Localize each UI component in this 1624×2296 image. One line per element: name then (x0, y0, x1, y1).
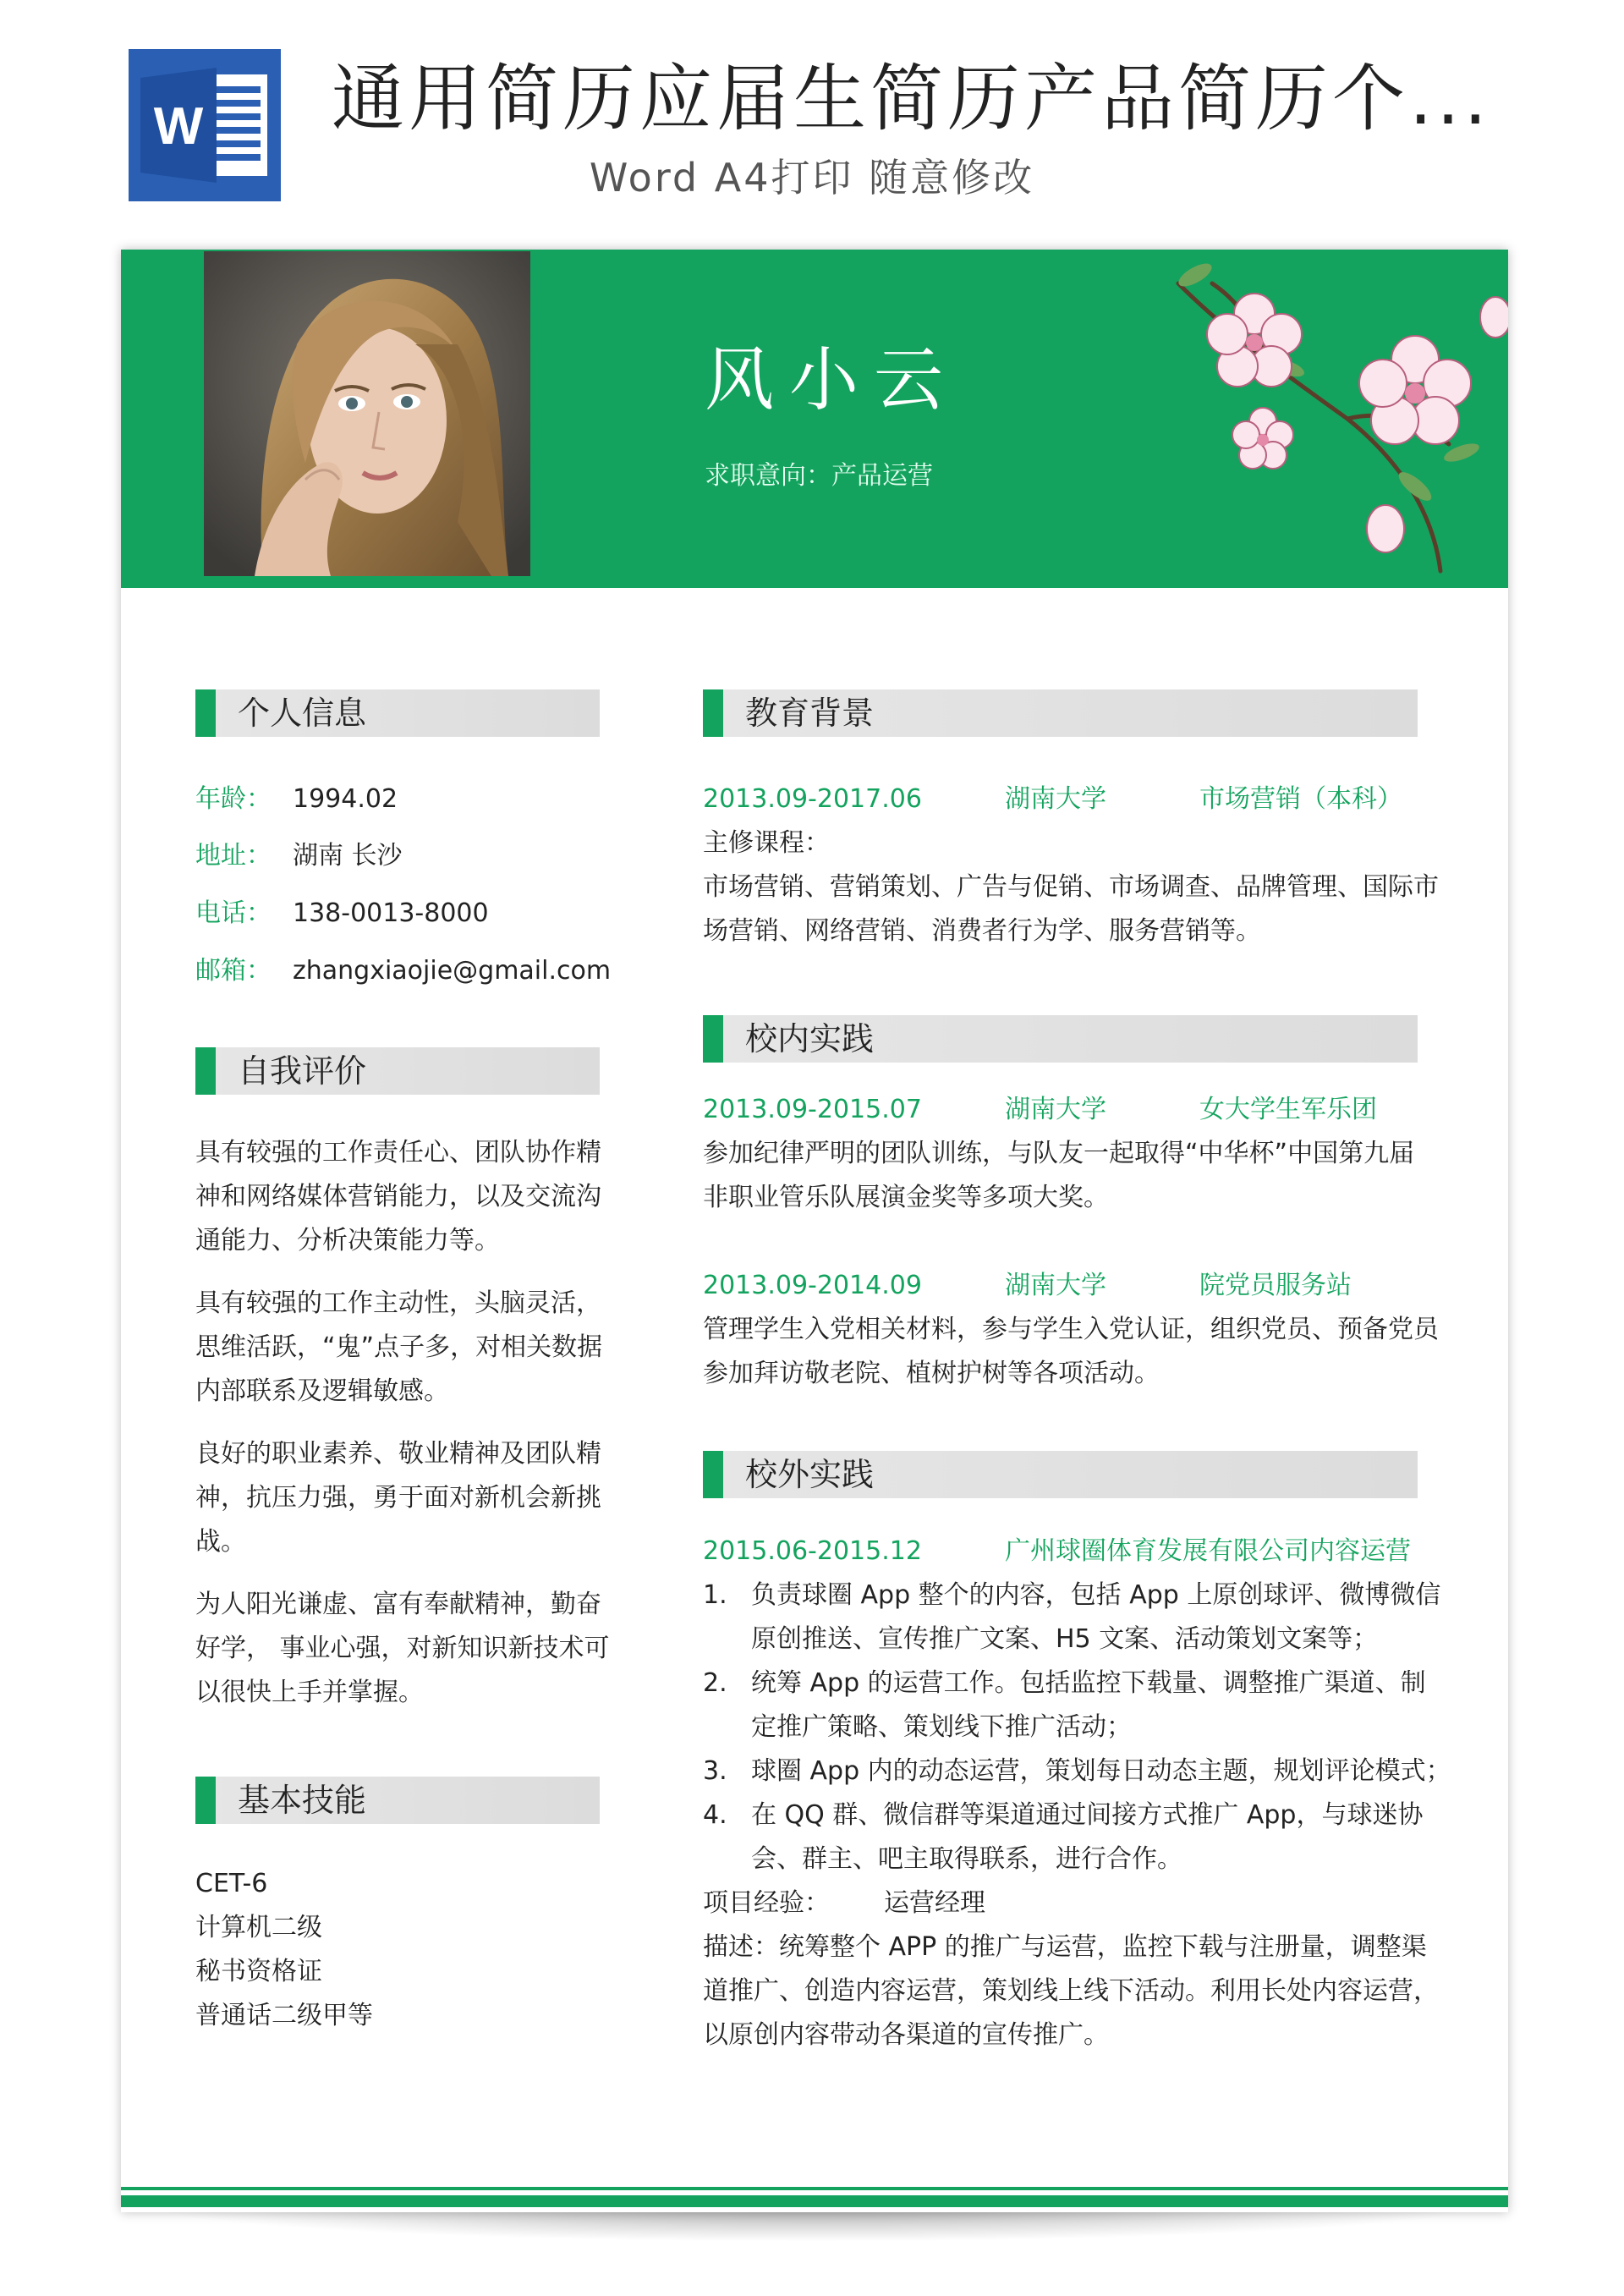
self-eval-line: 内部联系及逻辑敏感。 (195, 1376, 449, 1406)
footer-rule (121, 2195, 1508, 2207)
section-skills (195, 1777, 600, 1824)
candidate-name: 风小云 (705, 340, 959, 420)
skill-item: CET-6 (195, 1869, 268, 1898)
self-eval-line: 好学， 事业心强，对新知识新技术可 (195, 1634, 610, 1663)
address-value: 湖南 长沙 (293, 841, 403, 871)
phone-value: 138-0013-8000 (293, 898, 489, 928)
age-label: 年龄： (195, 784, 272, 814)
campus-desc-line: 管理学生入党相关材料，参与学生入党认证，组织党员、预备党员 (703, 1315, 1439, 1344)
section-external-practice (703, 1451, 1418, 1498)
section-self-evaluation (195, 1047, 600, 1095)
section-title: 校内实践 (745, 1020, 875, 1057)
skill-item: 秘书资格证 (195, 1957, 322, 1986)
education-major: 市场营销（本科） (1199, 784, 1402, 814)
phone-label: 电话： (195, 898, 272, 928)
email-label: 邮箱： (195, 956, 272, 986)
duty-line: 定推广策略、策划线下推广活动； (751, 1712, 1132, 1742)
duty-number: 1. (703, 1580, 727, 1610)
section-accent-bar (703, 1451, 723, 1498)
project-desc-line: 描述：统筹整个 APP 的推广与运营，监控下载与注册量，调整渠 (703, 1932, 1427, 1962)
course-label: 主修课程： (703, 828, 830, 858)
campus-desc-line: 非职业管乐队展演金奖等多项大奖。 (703, 1183, 1109, 1212)
project-desc-line: 以原创内容带动各渠道的宣传推广。 (703, 2020, 1109, 2050)
section-education (703, 689, 1418, 737)
campus-date: 2013.09-2015.07 (703, 1095, 922, 1124)
section-title: 基本技能 (238, 1782, 367, 1819)
section-title: 个人信息 (238, 695, 367, 732)
profile-photo (204, 251, 530, 576)
section-accent-bar (195, 689, 216, 737)
self-eval-line: 思维活跃，“鬼”点子多，对相关数据 (195, 1332, 603, 1362)
duty-number: 4. (703, 1800, 727, 1830)
duty-line: 球圈 App 内的动态运营，策划每日动态主题，规划评论模式； (751, 1756, 1451, 1786)
campus-role: 女大学生军乐团 (1199, 1095, 1377, 1124)
self-eval-line: 具有较强的工作主动性，头脑灵活， (195, 1288, 601, 1318)
campus-org: 湖南大学 (1005, 1271, 1106, 1300)
page-title: 通用简历应届生简历产品简历个... (332, 57, 1492, 141)
campus-desc-line: 参加拜访敬老院、植树护树等各项活动。 (703, 1359, 1160, 1388)
section-accent-bar (195, 1047, 216, 1095)
flower-decoration-icon (1161, 250, 1508, 588)
section-accent-bar (703, 689, 723, 737)
section-title: 教育背景 (745, 695, 875, 732)
duty-line: 负责球圈 App 整个的内容，包括 App 上原创球评、微博微信 (751, 1580, 1441, 1610)
section-campus-practice (703, 1015, 1418, 1063)
duty-line: 会、群主、吧主取得联系，进行合作。 (751, 1844, 1182, 1874)
self-eval-line: 战。 (195, 1527, 246, 1557)
self-eval-line: 以很快上手并掌握。 (195, 1678, 424, 1707)
duty-number: 3. (703, 1756, 727, 1786)
project-role: 运营经理 (884, 1888, 985, 1918)
self-eval-line: 通能力、分析决策能力等。 (195, 1226, 500, 1255)
page-subtitle: Word A4打印 随意修改 (589, 155, 1035, 200)
section-title: 校外实践 (745, 1456, 875, 1493)
self-eval-line: 良好的职业素养、敬业精神及团队精 (195, 1439, 601, 1469)
campus-org: 湖南大学 (1005, 1095, 1106, 1124)
course-line: 市场营销、营销策划、广告与促销、市场调查、品牌管理、国际市 (703, 872, 1439, 902)
skill-item: 计算机二级 (195, 1913, 322, 1942)
svg-text:W: W (153, 97, 204, 156)
project-desc-line: 道推广、创造内容运营，策划线上线下活动。利用长处内容运营， (703, 1976, 1439, 2006)
external-company: 广州球圈体育发展有限公司内容运营 (1005, 1536, 1411, 1566)
footer-thin-rule (121, 2187, 1508, 2190)
project-label: 项目经验： (703, 1888, 830, 1918)
course-line: 场营销、网络营销、消费者行为学、服务营销等。 (703, 916, 1261, 946)
job-objective: 求职意向：产品运营 (705, 461, 933, 491)
section-accent-bar (195, 1777, 216, 1824)
campus-date: 2013.09-2014.09 (703, 1271, 922, 1300)
education-school: 湖南大学 (1005, 784, 1106, 814)
duty-line: 在 QQ 群、微信群等渠道通过间接方式推广 App，与球迷协 (751, 1800, 1424, 1830)
section-title: 自我评价 (238, 1052, 367, 1090)
campus-role: 院党员服务站 (1199, 1271, 1352, 1300)
self-eval-line: 具有较强的工作责任心、团队协作精 (195, 1138, 601, 1167)
duty-line: 原创推送、宣传推广文案、H5 文案、活动策划文案等； (751, 1624, 1379, 1654)
self-eval-line: 神，抗压力强，勇于面对新机会新挑 (195, 1483, 601, 1513)
resume-page (121, 250, 1508, 2212)
campus-desc-line: 参加纪律严明的团队训练，与队友一起取得“中华杯”中国第九届 (703, 1139, 1415, 1168)
duty-line: 统筹 App 的运营工作。包括监控下载量、调整推广渠道、制 (751, 1668, 1426, 1698)
email-value: zhangxiaojie@gmail.com (293, 956, 612, 986)
self-eval-line: 神和网络媒体营销能力，以及交流沟 (195, 1182, 601, 1211)
section-accent-bar (703, 1015, 723, 1063)
duty-number: 2. (703, 1668, 727, 1698)
education-date: 2013.09-2017.06 (703, 784, 922, 814)
external-date: 2015.06-2015.12 (703, 1536, 922, 1566)
age-value: 1994.02 (293, 784, 398, 814)
address-label: 地址： (195, 841, 272, 871)
skill-item: 普通话二级甲等 (195, 2001, 373, 2030)
section-personal-info (195, 689, 600, 737)
self-eval-line: 为人阳光谦虚、富有奉献精神，勤奋 (195, 1590, 601, 1619)
